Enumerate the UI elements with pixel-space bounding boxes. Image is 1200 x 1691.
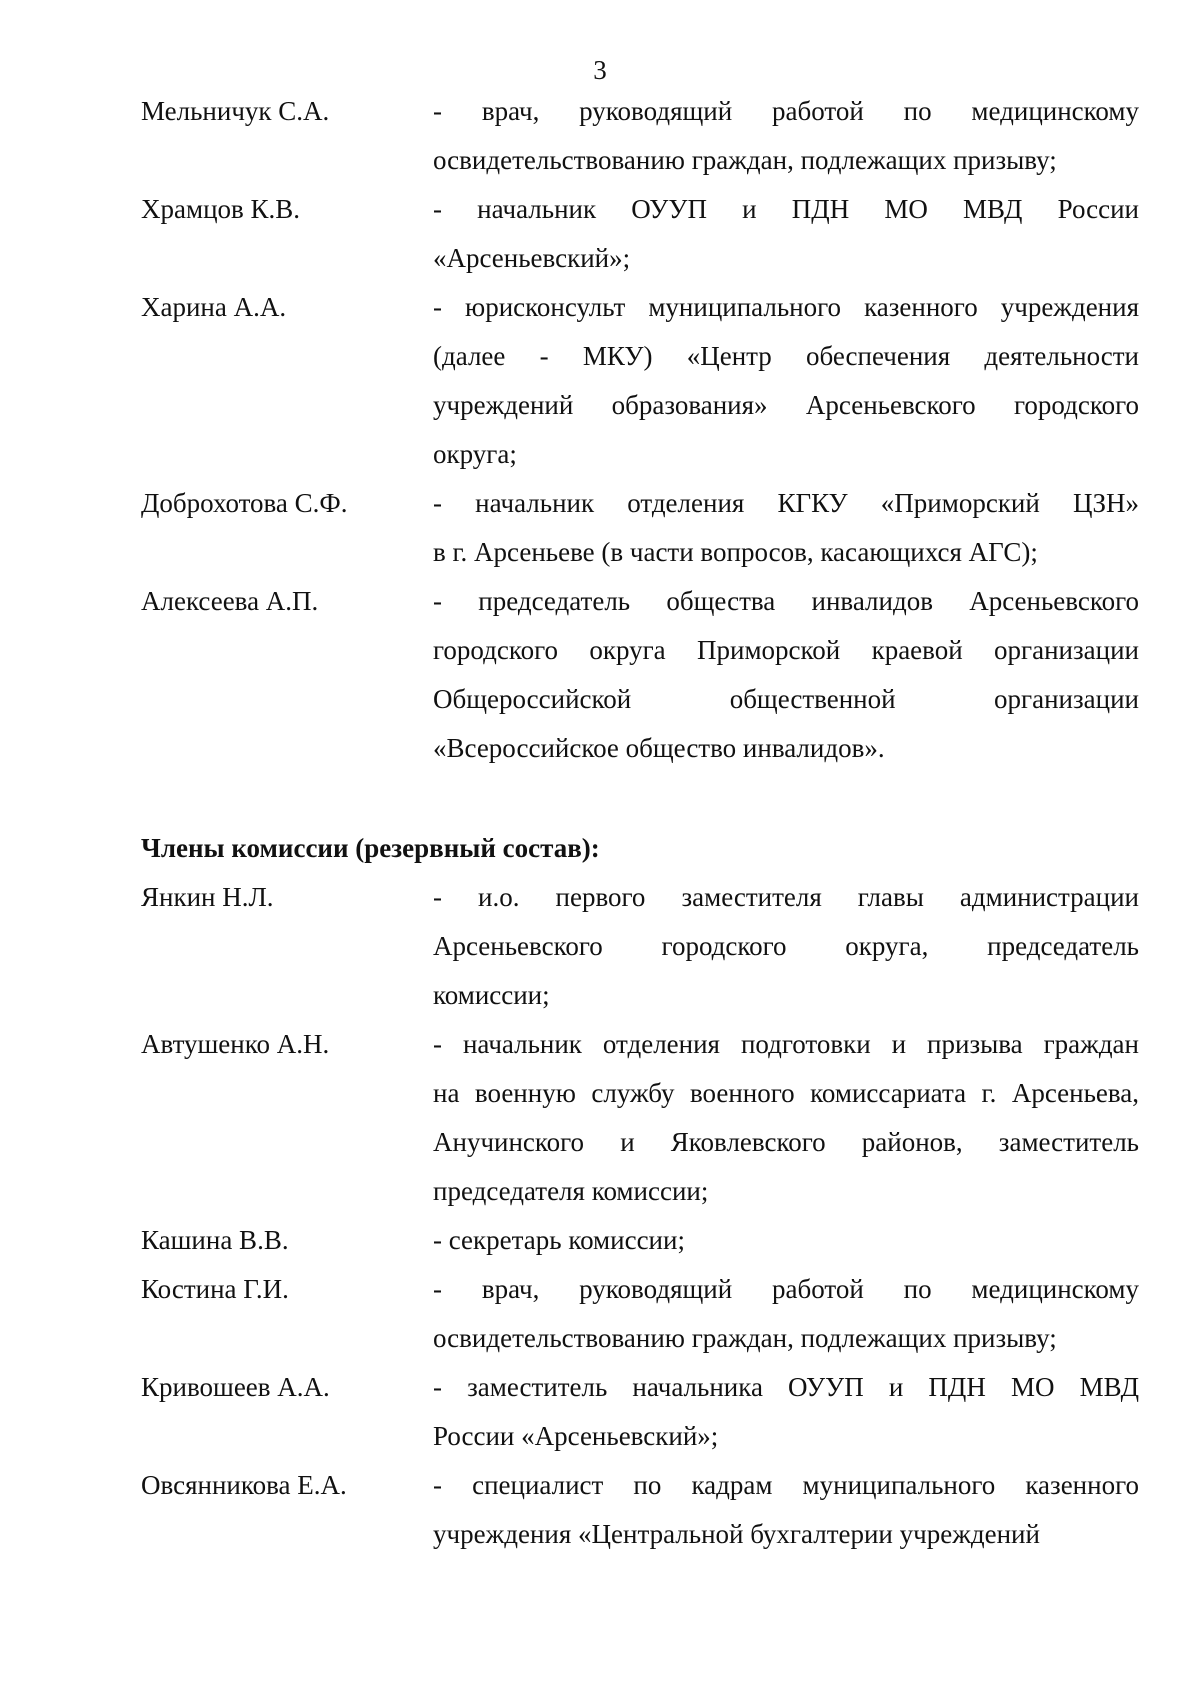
member-role-line: - юрисконсульт муниципального казенного учреждения: [433, 292, 1139, 322]
member-entry: [141, 577, 1139, 773]
member-name: Храмцов К.В.: [141, 194, 301, 224]
member-role-line: «Арсеньевский»;: [433, 243, 631, 273]
member-role-line: в г. Арсеньеве (в части вопросов, касающихся АГС);: [433, 537, 1038, 567]
member-role: [433, 87, 1139, 185]
member-role-line: освидетельствованию граждан, подлежащих призыву;: [433, 1323, 1057, 1353]
members-main-list: [141, 87, 1139, 773]
member-entry: [141, 283, 1139, 479]
member-name: Харина А.А.: [141, 292, 287, 322]
member-role: [433, 1020, 1139, 1216]
member-role: [433, 1363, 1139, 1461]
member-role-line: - заместитель начальника ОУУП и ПДН МО МВД: [433, 1372, 1139, 1402]
member-entry: [141, 873, 1139, 1020]
member-role-line: учреждений образования» Арсеньевского городского: [433, 390, 1139, 420]
member-name: Кривошеев А.А.: [141, 1372, 330, 1402]
member-entry: [141, 1020, 1139, 1216]
member-role-line: - врач, руководящий работой по медицинскому: [433, 1274, 1139, 1304]
member-name: Доброхотова С.Ф.: [141, 488, 348, 518]
member-entry: [141, 185, 1139, 283]
member-role-line: комиссии;: [433, 980, 550, 1010]
member-name: Кашина В.В.: [141, 1225, 289, 1255]
member-role: [433, 479, 1139, 577]
member-entry: [141, 1461, 1139, 1559]
member-role: [433, 577, 1139, 773]
member-name: Янкин Н.Л.: [141, 882, 274, 912]
member-role-line: - начальник отделения подготовки и призыва граждан: [433, 1029, 1139, 1059]
member-role-line: на военную службу военного комиссариата г. Арсеньева,: [433, 1078, 1139, 1108]
member-entry: [141, 1363, 1139, 1461]
member-role: [433, 1461, 1139, 1559]
member-role-line: городского округа Приморской краевой организации: [433, 635, 1139, 665]
member-role-line: - начальник отделения КГКУ «Приморский ЦЗН»: [433, 488, 1139, 518]
member-role: [433, 283, 1139, 479]
member-role-line: России «Арсеньевский»;: [433, 1421, 719, 1451]
member-role: [433, 1216, 1139, 1265]
member-entry: [141, 1216, 1139, 1265]
member-role-line: - специалист по кадрам муниципального казенного: [433, 1470, 1139, 1500]
reserve-section-title: Члены комиссии (резервный состав):: [141, 833, 600, 863]
member-role-line: - врач, руководящий работой по медицинскому: [433, 96, 1139, 126]
member-role-line: «Всероссийское общество инвалидов».: [433, 733, 885, 763]
members-reserve-list: [141, 873, 1139, 1559]
member-role: [433, 185, 1139, 283]
member-name: Алексеева А.П.: [141, 586, 319, 616]
member-name: Овсянникова Е.А.: [141, 1470, 347, 1500]
member-role-line: - секретарь комиссии;: [433, 1225, 685, 1255]
member-name: Костина Г.И.: [141, 1274, 289, 1304]
member-entry: [141, 479, 1139, 577]
member-role-line: - начальник ОУУП и ПДН МО МВД России: [433, 194, 1139, 224]
page-number: 3: [593, 55, 607, 85]
member-role-line: председателя комиссии;: [433, 1176, 709, 1206]
member-role-line: Анучинского и Яковлевского районов, заместитель: [433, 1127, 1139, 1157]
commission-list: [141, 87, 1139, 1559]
member-role-line: Общероссийской общественной организации: [433, 684, 1139, 714]
member-name: Мельничук С.А.: [141, 96, 330, 126]
member-name: Автушенко А.Н.: [141, 1029, 330, 1059]
member-entry: [141, 1265, 1139, 1363]
member-role-line: учреждения «Центральной бухгалтерии учреждений: [433, 1519, 1040, 1549]
member-role: [433, 1265, 1139, 1363]
member-entry: [141, 87, 1139, 185]
member-role-line: округа;: [433, 439, 517, 469]
member-role-line: - председатель общества инвалидов Арсеньевского: [433, 586, 1139, 616]
member-role: [433, 873, 1139, 1020]
member-role-line: - и.о. первого заместителя главы администрации: [433, 882, 1139, 912]
member-role-line: (далее - МКУ) «Центр обеспечения деятельности: [433, 341, 1139, 371]
member-role-line: Арсеньевского городского округа, председатель: [433, 931, 1139, 961]
member-role-line: освидетельствованию граждан, подлежащих призыву;: [433, 145, 1057, 175]
